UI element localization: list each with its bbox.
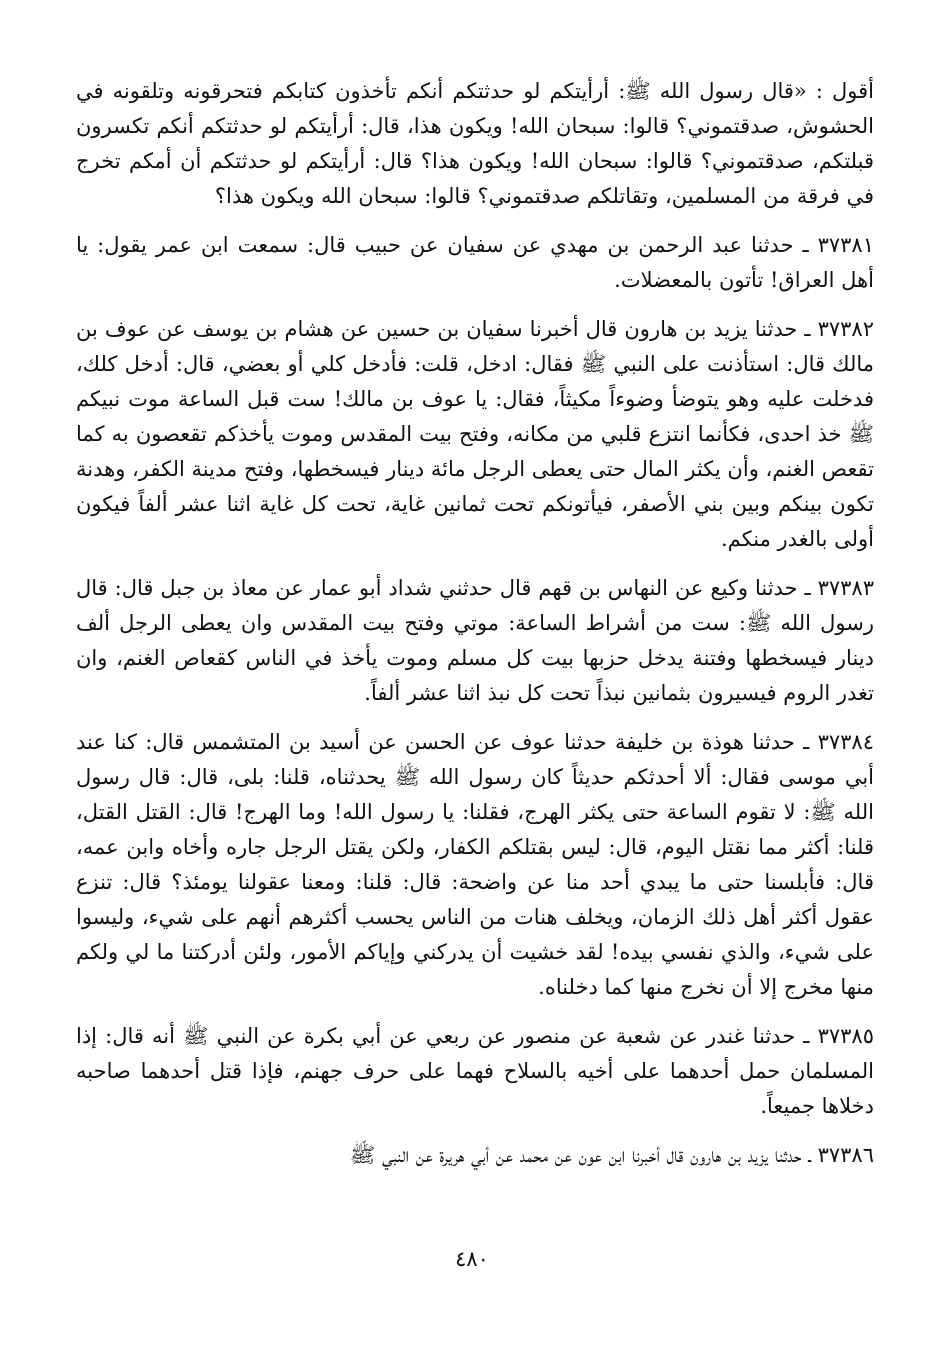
paragraph-hadith-37381: ٣٧٣٨١ ـ حدثنا عبد الرحمن بن مهدي عن سفيان عن حبيب قال: سمعت ابن عمر يقول: يا أهل العراق! تأتون بالمعضلات. xyxy=(76,233,874,292)
paragraph-hadith-37382: ٣٧٣٨٢ ـ حدثنا يزيد بن هارون قال أخبرنا سفيان بن حسين عن هشام بن يوسف عن عوف بن مالك قال: استأذنت على النبي ﷺ فقال: ادخل، قلت: فأدخل كلي أو بعضي، قال: أدخل كلك، فدخلت عليه وهو يتوضأ وضوءاً مكيثاً، فقال: يا عوف بن مالك! ست قبل الساعة موت نبيكم ﷺ خذ احدى، فكأنما انتزع قلبي من مكانه، وفتح بيت المقدس وموت يأخذكم تقعصون به كما تقعص الغنم، وأن يكثر المال حتى يعطى الرجل مائة دينار فيسخطها، وفتح مدينة الكفر، وهدنة تكون بينكم وبين بني الأصفر، فيأتونكم تحت ثمانين غاية، تحت كل غاية اثنا عشر ألفاً فيكون أولى بالغدر منكم. xyxy=(76,317,874,551)
paragraph-hadith-37384: ٣٧٣٨٤ ـ حدثنا هوذة بن خليفة حدثنا عوف عن الحسن عن أسيد بن المتشمس قال: كنا عند أبي موسى فقال: ألا أحدثكم حديثاً كان رسول الله ﷺ يحدثناه، قلنا: بلى، قال: قال رسول الله ﷺ: لا تقوم الساعة حتى يكثر الهرج، فقلنا: يا رسول الله! وما الهرج! قال: القتل القتل، قلنا: أكثر مما نقتل اليوم، قال: ليس بقتلكم الكفار، ولكن يقتل الرجل جاره وأخاه وابن عمه، قال: فأبلسنا حتى ما يبدي أحد منا عن واضحة: قال: قلنا: ومعنا عقولنا يومئذ؟ قال: تنزع عقول أكثر أهل ذلك الزمان، ويخلف هنات من الناس يحسب أكثرهم أنهم على شيء، وليسوا على شيء، والذي نفسي بيده! لقد خشيت أن يدركني وإياكم الأمور، ولئن أدركتنا ما لي ولكم منها مخرج إلا أن نخرج منها كما دخلناه. xyxy=(76,730,874,999)
paragraph-hadith-37385: ٣٧٣٨٥ ـ حدثنا غندر عن شعبة عن منصور عن ربعي عن أبي بكرة عن النبي ﷺ أنه قال: إذا المسلمان حمل أحدهما على أخيه بالسلاح فهما على حرف جهنم، فإذا قتل أحدهما صاحبه دخلاها جميعاً. xyxy=(76,1024,874,1118)
page-number: ٤٨٠ xyxy=(455,1247,489,1271)
paragraph-hadith-37386: ٣٧٣٨٦ ـ حدثنا يزيد بن هارون قال أخبرنا ابن عون عن محمد عن أبي هريرة عن النبي ﷺ xyxy=(349,1143,874,1167)
paragraph-intro-aqul: أقول : «قال رسول الله ﷺ: أرأيتكم لو حدثتكم أنكم تأخذون كتابكم فتحرقونه وتلقونه في الحشوش، صدقتموني؟ قالوا: سبحان الله! ويكون هذا، قال: أرأيتكم لو حدثتكم أنكم تكسرون قبلتكم، صدقتموني؟ قالوا: سبحان الله! ويكون هذا؟ قال: أرأيتكم لو حدثتكم أن أمكم تخرج في فرقة من المسلمين، وتقاتلكم صدقتموني؟ قالوا: سبحان الله ويكون هذا؟ xyxy=(76,79,874,208)
paragraph-hadith-37383: ٣٧٣٨٣ ـ حدثنا وكيع عن النهاس بن قهم قال حدثني شداد أبو عمار عن معاذ بن جبل قال: قال رسول الله ﷺ: ست من أشراط الساعة: موتي وفتح بيت المقدس وان يعطى الرجل ألف دينار فيسخطها وفتنة يدخل حزبها بيت كل مسلم وموت يأخذ في الناس كقعاص الغنم، وان تغدر الروم فيسيرون بثمانين نبذاً تحت كل نبذ اثنا عشر ألفاً. xyxy=(76,576,874,705)
page-body xyxy=(76,74,874,1173)
